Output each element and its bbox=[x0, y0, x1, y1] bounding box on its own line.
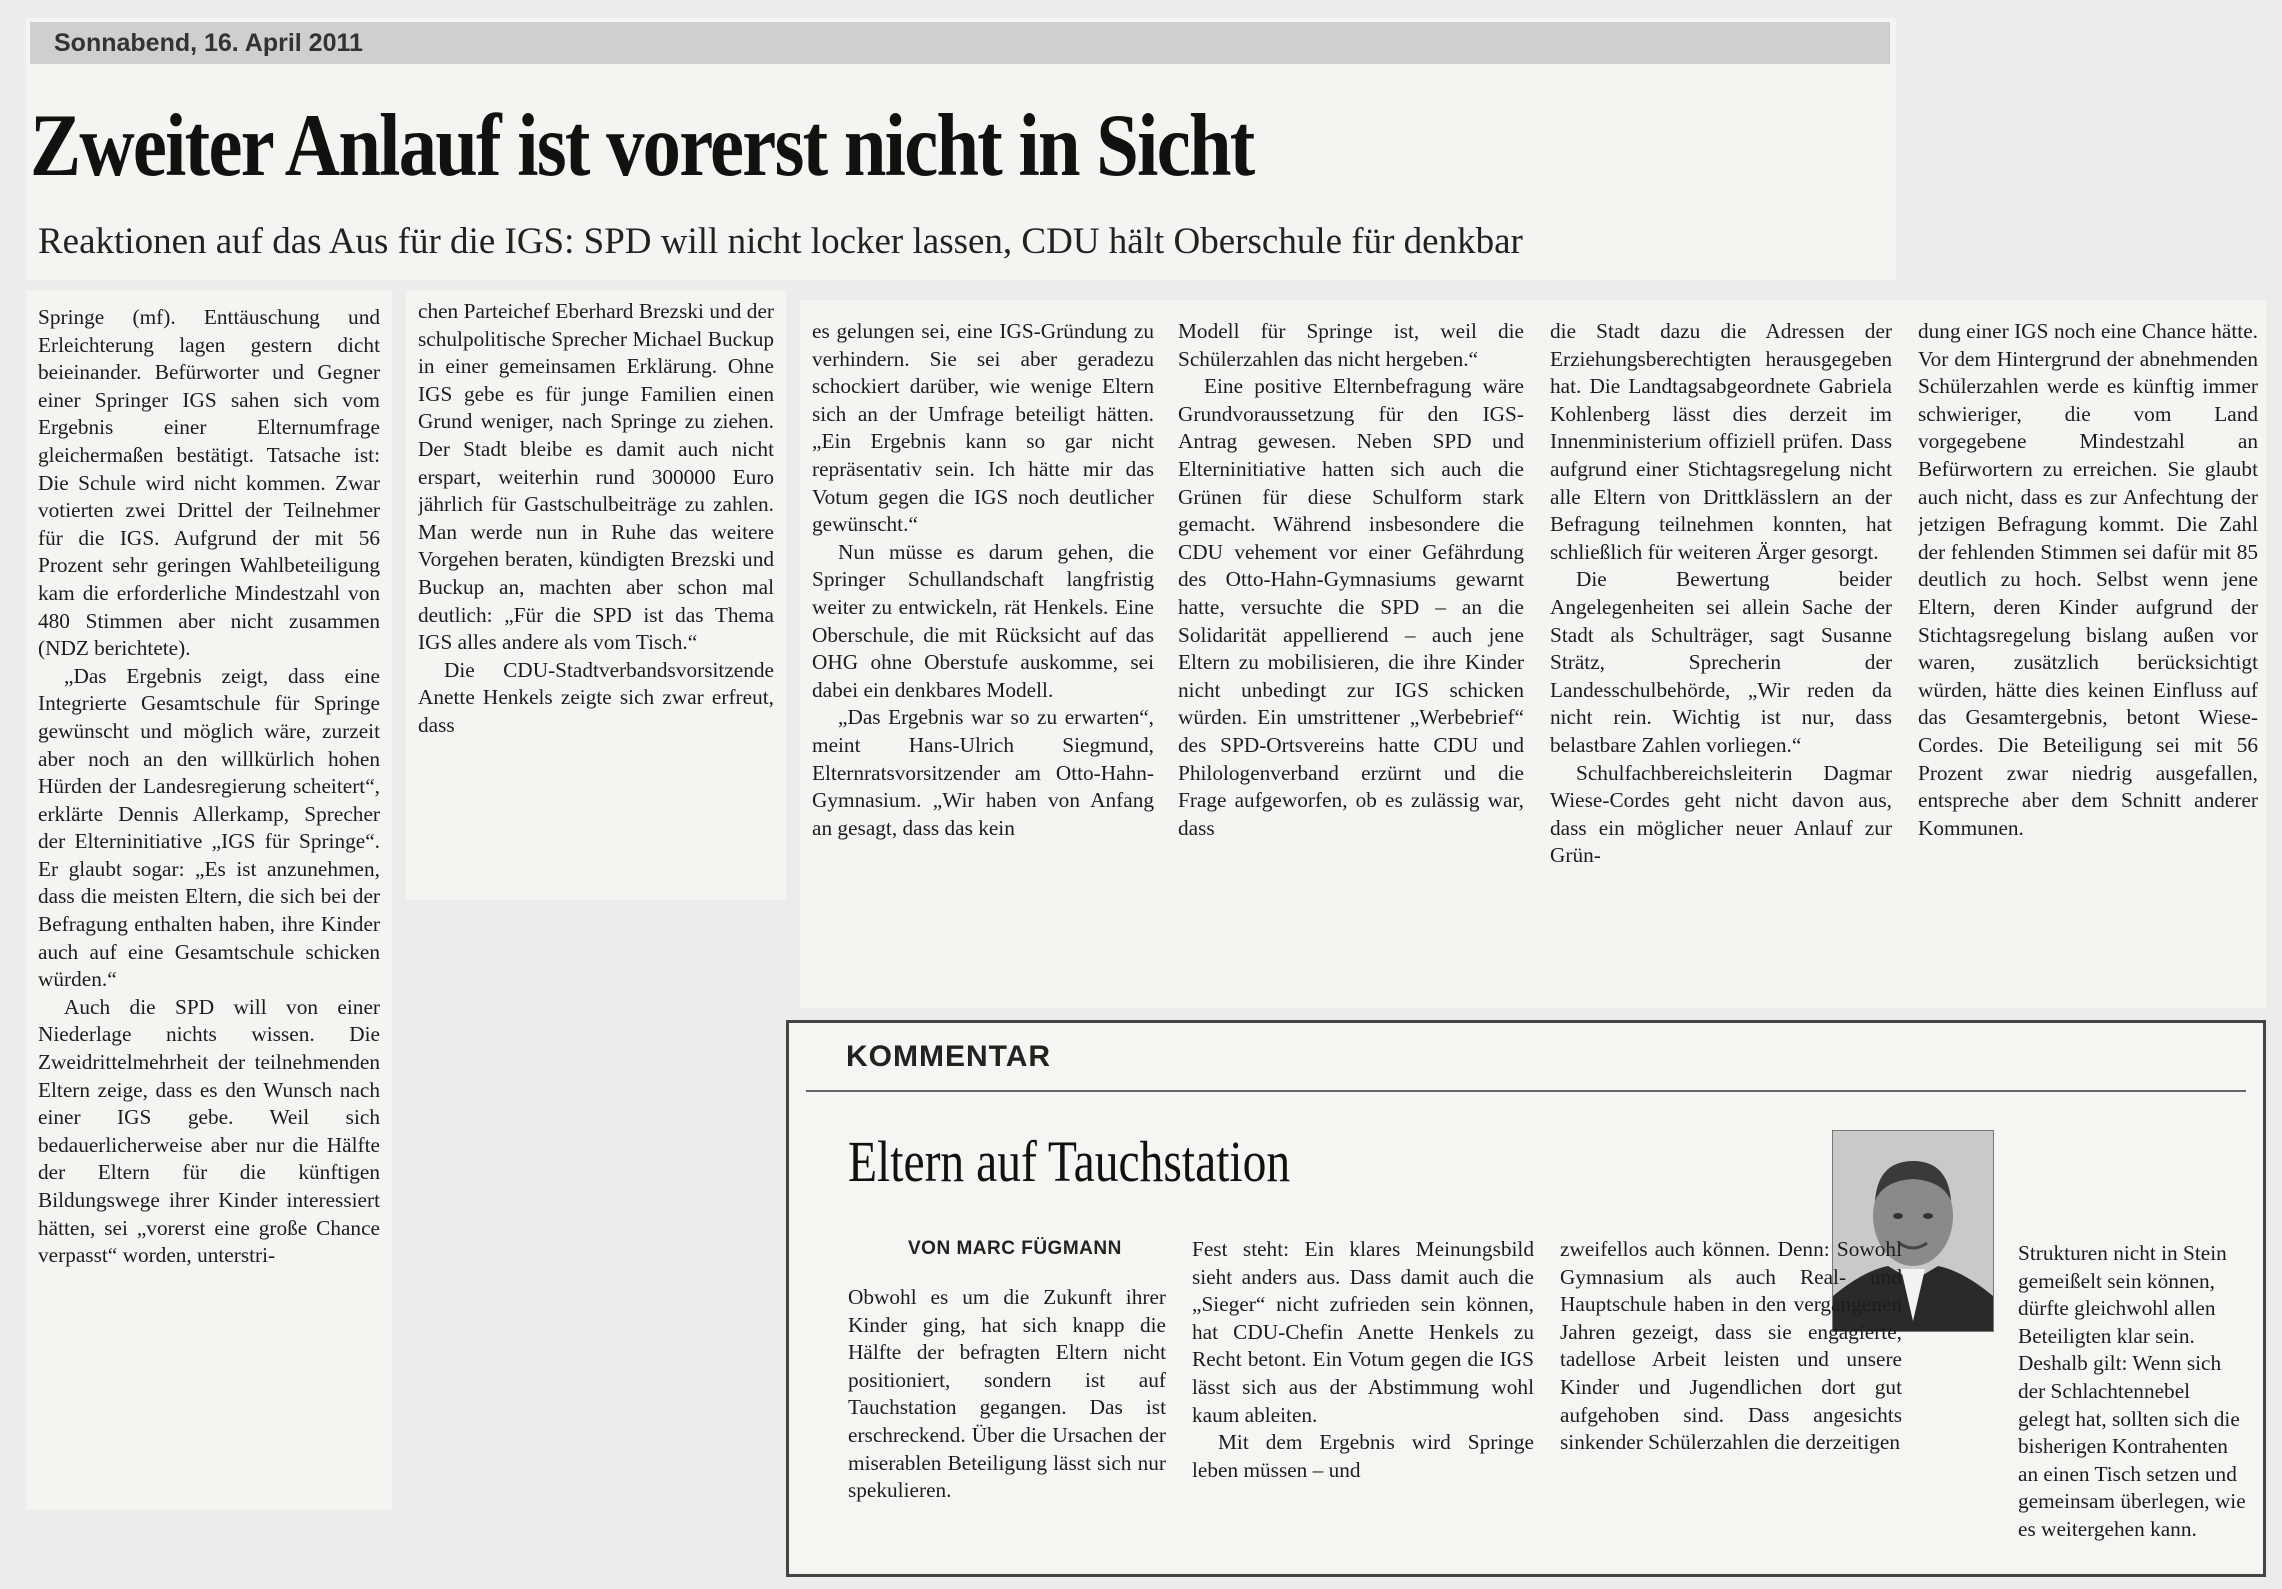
paragraph: Schulfachbereichsleiterin Dagmar Wiese-Cordes geht nicht davon aus, dass ein möglicher neuer Anlauf zur Grün- bbox=[1550, 760, 1892, 868]
kommentar-label: KOMMENTAR bbox=[846, 1040, 1052, 1073]
kommentar-divider bbox=[806, 1090, 2246, 1092]
paragraph: Eine positive Elternbefragung wäre Grundvoraussetzung für den IGS-Antrag gewesen. Neben SPD und Elterninitiative hatten sich auch die Grünen für diese Schulform stark gemacht. Während insbesondere die CDU vehement vor einer Gefährdung des Otto-Hahn-Gymnasiums gewarnt hatte, versuchte die SPD – an die Solidarität appellierend – auch jene Eltern zu mobilisieren, die ihre Kinder nicht unbedingt zur IGS schicken würden. Ein umstrittener „Werbebrief“ des SPD-Ortsvereins hatte CDU und Philologenverband erzürnt und die Frage aufgeworfen, ob es zulässig war, dass bbox=[1178, 374, 1524, 840]
subheadline: Reaktionen auf das Aus für die IGS: SPD will nicht locker lassen, CDU hält Oberschule für denkbar bbox=[38, 221, 1523, 262]
article-column-1 bbox=[38, 304, 380, 1504]
paragraph: die Stadt dazu die Adressen der Erziehungsberechtigten herausgegeben hat. Die Landtagsabgeordnete Gabriela Kohlenberg lässt dies derzeit im Innenministerium offiziell prüfen. Dass aufgrund einer Stichtagsregelung nicht alle Eltern von Drittklässlern an der Befragung teilnehmen konnten, hat schließlich für weiteren Ärger gesorgt. bbox=[1550, 319, 1892, 564]
paragraph: dung einer IGS noch eine Chance hätte. Vor dem Hintergrund der abnehmenden Schülerzahlen werde es künftig immer schwieriger, die vom Land vorgegebene Mindestzahl an Befürwortern zu erreichen. Sie glaubt auch nicht, dass es zur Anfechtung der jetzigen Befragung kommt. Die Zahl der fehlenden Stimmen sei dafür mit 85 deutlich zu hoch. Selbst wenn jene Eltern, deren Kinder aufgrund der Stichtagsregelung bislang außen vor waren, zusätzlich berücksichtigt würden, hätte dies keinen Einfluss auf das Gesamtergebnis, betont Wiese-Cordes. Die Beteiligung sei mit 56 Prozent zwar niedrig ausgefallen, entspreche aber dem Schnitt anderer Kommunen. bbox=[1918, 319, 2258, 840]
paragraph: Die Bewertung beider Angelegenheiten sei allein Sache der Stadt als Schulträger, sagt Susanne Strätz, Sprecherin der Landesschulbehörde, „Wir reden da nicht rein. Wichtig ist nur, dass belastbare Zahlen vorliegen.“ bbox=[1550, 567, 1892, 757]
kommentar-title: Eltern auf Tauchstation bbox=[848, 1129, 1291, 1194]
article-column-4 bbox=[1178, 318, 1524, 1004]
paragraph: Modell für Springe ist, weil die Schülerzahlen das nicht hergeben.“ bbox=[1178, 319, 1524, 371]
article-column-2 bbox=[418, 298, 774, 890]
kommentar-column-3 bbox=[1560, 1236, 1902, 1564]
kommentar-column-1 bbox=[848, 1284, 1166, 1564]
article-column-3 bbox=[812, 318, 1154, 1004]
paragraph: Obwohl es um die Zukunft ihrer Kinder ging, hat sich knapp die Hälfte der befragten Eltern nicht positioniert, sondern ist auf Tauchstation gegangen. Das ist erschreckend. Über die Ursachen der miserablen Beteiligung lässt sich nur spekulieren. bbox=[848, 1285, 1166, 1503]
kommentar-column-4 bbox=[2018, 1240, 2246, 1564]
kommentar-byline: VON MARC FÜGMANN bbox=[908, 1238, 1122, 1259]
date-bar: Sonnabend, 16. April 2011 bbox=[30, 22, 1890, 64]
paragraph: Fest steht: Ein klares Meinungsbild sieht anders aus. Dass damit auch die „Sieger“ nicht zufrieden sein können, hat CDU-Chefin Anette Henkels zu Recht betont. Ein Votum gegen die IGS lässt sich aus der Abstimmung wohl kaum ableiten. bbox=[1192, 1237, 1534, 1427]
paragraph: Mit dem Ergebnis wird Springe leben müssen – und bbox=[1192, 1430, 1534, 1482]
article-column-6 bbox=[1918, 318, 2258, 1004]
paragraph: es gelungen sei, eine IGS-Gründung zu verhindern. Sie sei aber geradezu schockiert darüber, wie wenige Eltern sich an der Umfrage beteiligt hätten. „Ein Ergebnis kann so gar nicht repräsentativ sein. Ich hätte mir das Votum gegen die IGS noch deutlicher gewünscht.“ bbox=[812, 319, 1154, 537]
paragraph: Nun müsse es darum gehen, die Springer Schullandschaft langfristig weiter zu entwickeln, rät Henkels. Eine Oberschule, die mit Rücksicht auf das OHG ohne Oberstufe auskomme, sei dabei ein denkbares Modell. bbox=[812, 539, 1154, 702]
article-column-5 bbox=[1550, 318, 1892, 1004]
paragraph: Strukturen nicht in Stein gemeißelt sein können, dürfte gleichwohl allen Beteiligten klar sein. Deshalb gilt: Wenn sich der Schlachtennebel gelegt hat, sollten sich die bisherigen Kontrahenten an einen Tisch setzen und gemeinsam überlegen, wie es weitergehen kann. bbox=[2018, 1241, 2246, 1541]
paragraph: Die CDU-Stadtverbandsvorsitzende Anette Henkels zeigte sich zwar erfreut, dass bbox=[418, 657, 774, 737]
paragraph: „Das Ergebnis zeigt, dass eine Integrierte Gesamtschule für Springe gewünscht und möglich wäre, zurzeit aber noch an den willkürlich hohen Hürden der Landesregierung scheitert“, erklärte Dennis Allerkamp, Sprecher der Elterninitiative „IGS für Springe“. Er glaubt sogar: „Es ist anzunehmen, dass die meisten Eltern, die sich bei der Befragung enthalten haben, ihre Kinder auch auf eine Gesamtschule schicken würden.“ bbox=[38, 663, 380, 992]
paragraph: „Das Ergebnis war so zu erwarten“, meint Hans-Ulrich Siegmund, Elternratsvorsitzender am Otto-Hahn-Gymnasium. „Wir haben von Anfang an gesagt, dass das kein bbox=[812, 705, 1154, 840]
paragraph: zweifellos auch können. Denn: Sowohl Gymnasium als auch Real- und Hauptschule haben in den vergangenen Jahren gezeigt, dass sie engagierte, tadellose Arbeit leisten und unsere Kinder und Jugendlichen dort gut aufgehoben sind. Dass angesichts sinkender Schülerzahlen die derzeitigen bbox=[1560, 1237, 1902, 1455]
paragraph: Springe (mf). Enttäuschung und Erleichterung lagen gestern dicht beieinander. Befürworter und Gegner einer Springer IGS sahen sich vom Ergebnis einer Elternumfrage gleichermaßen bestätigt. Tatsache ist: Die Schule wird nicht kommen. Zwar votierten zwei Drittel der Teilnehmer für die IGS. Aufgrund der mit 56 Prozent sehr geringen Wahlbeteiligung kam die erforderliche Mindestzahl von 480 Stimmen aber nicht zusammen (NDZ berichtete). bbox=[38, 305, 380, 661]
paragraph: chen Parteichef Eberhard Brezski und der schulpolitische Sprecher Michael Buckup in einer gemeinsamen Erklärung. Ohne IGS gebe es für junge Familien einen Grund weniger, nach Springe zu ziehen. Der Stadt bleibe es damit auch nicht erspart, weiterhin rund 300000 Euro jährlich für Gastschulbeiträge zu zahlen. Man werde nun in Ruhe das weitere Vorgehen beraten, kündigten Brezski und Buckup an, machten aber schon mal deutlich: „Für die SPD ist das Thema IGS alles andere als vom Tisch.“ bbox=[418, 299, 774, 655]
kommentar-column-2 bbox=[1192, 1236, 1534, 1564]
paragraph: Auch die SPD will von einer Niederlage nichts wissen. Die Zweidrittelmehrheit der teilnehmenden Eltern zeige, dass es den Wunsch nach einer IGS gebe. Weil sich bedauerlicherweise aber nur die Hälfte der Eltern für die künftigen Bildungswege ihrer Kinder interessiert hätten, sei „vorerst eine große Chance verpasst“ worden, unterstri- bbox=[38, 994, 380, 1268]
headline: Zweiter Anlauf ist vorerst nicht in Sicht bbox=[30, 102, 1254, 191]
